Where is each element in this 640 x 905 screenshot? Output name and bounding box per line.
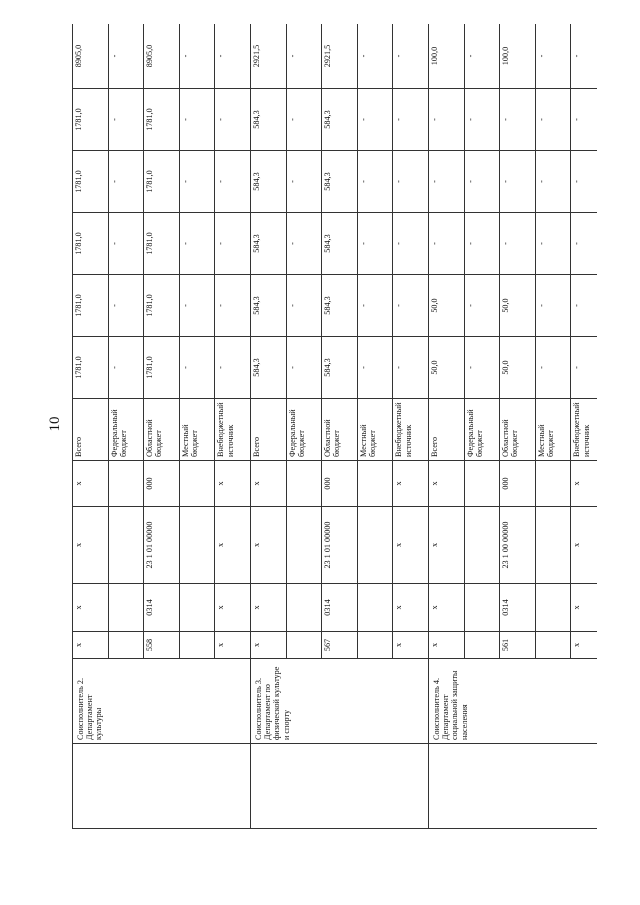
year-value-cell: - <box>393 275 429 337</box>
total-value-cell: 100,0 <box>500 24 536 89</box>
year-value-cell: - <box>357 275 393 337</box>
year-value-cell: - <box>393 89 429 151</box>
executor-cell: Соисполнитель 2. Департамент культуры <box>73 659 251 744</box>
grbs-cell: x <box>215 632 251 659</box>
grbs-cell: 558 <box>144 632 180 659</box>
table-row <box>428 24 464 829</box>
year-value-cell: - <box>500 89 536 151</box>
rzpr-cell: x <box>73 584 109 632</box>
year-value-cell: - <box>108 89 144 151</box>
year-value-cell: 584,3 <box>322 275 358 337</box>
program-name-cell <box>428 744 597 829</box>
grbs-cell: x <box>73 632 109 659</box>
table-row <box>250 24 286 829</box>
year-value-cell: - <box>500 213 536 275</box>
year-value-cell: - <box>571 275 597 337</box>
rzpr-cell <box>179 584 215 632</box>
total-value-cell: 8905,0 <box>73 24 109 89</box>
vr-cell: x <box>215 461 251 507</box>
year-value-cell: - <box>571 337 597 399</box>
csr-cell <box>464 507 500 584</box>
csr-cell: x <box>571 507 597 584</box>
rzpr-cell <box>286 584 322 632</box>
year-value-cell: 1781,0 <box>144 213 180 275</box>
year-value-cell: 50,0 <box>428 275 464 337</box>
year-value-cell: - <box>179 151 215 213</box>
funding-source-cell: Местный бюджет <box>535 399 571 461</box>
vr-cell: 000 <box>144 461 180 507</box>
total-value-cell: - <box>108 24 144 89</box>
year-value-cell: - <box>108 213 144 275</box>
year-value-cell: 584,3 <box>322 89 358 151</box>
vr-cell <box>464 461 500 507</box>
year-value-cell: 1781,0 <box>144 337 180 399</box>
funding-source-cell: Федеральный бюджет <box>286 399 322 461</box>
year-value-cell: 50,0 <box>428 337 464 399</box>
year-value-cell: - <box>535 151 571 213</box>
year-value-cell: - <box>215 151 251 213</box>
year-value-cell: 1781,0 <box>144 275 180 337</box>
rzpr-cell: x <box>393 584 429 632</box>
year-value-cell: - <box>179 275 215 337</box>
csr-cell: x <box>215 507 251 584</box>
total-value-cell: - <box>393 24 429 89</box>
vr-cell: x <box>571 461 597 507</box>
csr-cell <box>357 507 393 584</box>
funding-source-cell: Внебюджетный источник <box>571 399 597 461</box>
vr-cell: x <box>250 461 286 507</box>
funding-source-cell: Федеральный бюджет <box>464 399 500 461</box>
rzpr-cell: 0314 <box>500 584 536 632</box>
year-value-cell: 1781,0 <box>144 151 180 213</box>
year-value-cell: 584,3 <box>250 151 286 213</box>
budget-table <box>72 24 597 829</box>
total-value-cell: - <box>179 24 215 89</box>
year-value-cell: - <box>357 337 393 399</box>
vr-cell: 000 <box>322 461 358 507</box>
grbs-cell: x <box>571 632 597 659</box>
year-value-cell: - <box>179 89 215 151</box>
year-value-cell: - <box>215 89 251 151</box>
rzpr-cell <box>108 584 144 632</box>
csr-cell <box>535 507 571 584</box>
rzpr-cell: x <box>571 584 597 632</box>
year-value-cell: - <box>179 213 215 275</box>
rzpr-cell: 0314 <box>144 584 180 632</box>
year-value-cell: - <box>535 337 571 399</box>
csr-cell: x <box>428 507 464 584</box>
year-value-cell: - <box>108 275 144 337</box>
grbs-cell <box>464 632 500 659</box>
executor-cell: Соисполнитель 3. Департамент по физической культуре и спорту <box>250 659 428 744</box>
rzpr-cell: x <box>215 584 251 632</box>
year-value-cell: - <box>428 89 464 151</box>
funding-source-cell: Местный бюджет <box>357 399 393 461</box>
year-value-cell: - <box>464 89 500 151</box>
grbs-cell: x <box>393 632 429 659</box>
grbs-cell: 567 <box>322 632 358 659</box>
year-value-cell: - <box>215 337 251 399</box>
year-value-cell: - <box>357 89 393 151</box>
year-value-cell: 584,3 <box>250 337 286 399</box>
csr-cell <box>286 507 322 584</box>
year-value-cell: 584,3 <box>250 89 286 151</box>
year-value-cell: - <box>108 337 144 399</box>
total-value-cell: - <box>535 24 571 89</box>
year-value-cell: - <box>393 213 429 275</box>
total-value-cell: - <box>215 24 251 89</box>
total-value-cell: - <box>286 24 322 89</box>
vr-cell <box>108 461 144 507</box>
year-value-cell: - <box>108 151 144 213</box>
csr-cell: x <box>73 507 109 584</box>
grbs-cell <box>357 632 393 659</box>
funding-source-cell: Внебюджетный источник <box>393 399 429 461</box>
year-value-cell: - <box>286 213 322 275</box>
vr-cell <box>286 461 322 507</box>
year-value-cell: 584,3 <box>322 151 358 213</box>
year-value-cell: - <box>286 337 322 399</box>
vr-cell <box>357 461 393 507</box>
funding-source-cell: Федеральный бюджет <box>108 399 144 461</box>
grbs-cell <box>286 632 322 659</box>
year-value-cell: 1781,0 <box>73 89 109 151</box>
year-value-cell: - <box>215 213 251 275</box>
csr-cell: 23 1 01 00000 <box>322 507 358 584</box>
total-value-cell: - <box>357 24 393 89</box>
csr-cell: 23 1 01 00000 <box>144 507 180 584</box>
year-value-cell: - <box>393 337 429 399</box>
year-value-cell: - <box>428 213 464 275</box>
year-value-cell: 1781,0 <box>73 151 109 213</box>
rzpr-cell: 0314 <box>322 584 358 632</box>
grbs-cell: x <box>250 632 286 659</box>
rzpr-cell: x <box>250 584 286 632</box>
year-value-cell: 584,3 <box>250 213 286 275</box>
total-value-cell: 100,0 <box>428 24 464 89</box>
vr-cell: 000 <box>500 461 536 507</box>
year-value-cell: - <box>464 337 500 399</box>
year-value-cell: - <box>286 89 322 151</box>
rzpr-cell <box>357 584 393 632</box>
year-value-cell: - <box>215 275 251 337</box>
year-value-cell: - <box>464 213 500 275</box>
grbs-cell: x <box>428 632 464 659</box>
rzpr-cell <box>464 584 500 632</box>
vr-cell: x <box>393 461 429 507</box>
funding-source-cell: Местный бюджет <box>179 399 215 461</box>
grbs-cell <box>179 632 215 659</box>
table-row <box>73 24 109 829</box>
year-value-cell: 584,3 <box>322 337 358 399</box>
rzpr-cell: x <box>428 584 464 632</box>
year-value-cell: - <box>535 89 571 151</box>
vr-cell <box>179 461 215 507</box>
program-name-cell <box>250 744 428 829</box>
rotated-table-content <box>72 24 597 829</box>
funding-source-cell: Внебюджетный источник <box>215 399 251 461</box>
funding-source-cell: Всего <box>428 399 464 461</box>
year-value-cell: 584,3 <box>322 213 358 275</box>
total-value-cell: - <box>571 24 597 89</box>
year-value-cell: 1781,0 <box>144 89 180 151</box>
year-value-cell: - <box>500 151 536 213</box>
year-value-cell: 1781,0 <box>73 275 109 337</box>
year-value-cell: 50,0 <box>500 275 536 337</box>
page-number: 10 <box>47 416 63 432</box>
program-name-cell <box>73 744 251 829</box>
total-value-cell: - <box>464 24 500 89</box>
executor-cell: Соисполнитель 4. Департамент социальной защиты населения <box>428 659 597 744</box>
funding-source-cell: Всего <box>250 399 286 461</box>
year-value-cell: - <box>428 151 464 213</box>
year-value-cell: 1781,0 <box>73 213 109 275</box>
year-value-cell: - <box>535 275 571 337</box>
funding-source-cell: Областной бюджет <box>500 399 536 461</box>
csr-cell: x <box>393 507 429 584</box>
year-value-cell: 1781,0 <box>73 337 109 399</box>
csr-cell <box>179 507 215 584</box>
year-value-cell: - <box>464 151 500 213</box>
funding-source-cell: Областной бюджет <box>144 399 180 461</box>
year-value-cell: - <box>286 275 322 337</box>
csr-cell <box>108 507 144 584</box>
year-value-cell: - <box>535 213 571 275</box>
vr-cell: x <box>428 461 464 507</box>
csr-cell: x <box>250 507 286 584</box>
vr-cell: x <box>73 461 109 507</box>
total-value-cell: 8905,0 <box>144 24 180 89</box>
year-value-cell: - <box>464 275 500 337</box>
year-value-cell: - <box>571 213 597 275</box>
year-value-cell: - <box>571 151 597 213</box>
year-value-cell: - <box>286 151 322 213</box>
rzpr-cell <box>535 584 571 632</box>
grbs-cell <box>108 632 144 659</box>
total-value-cell: 2921,5 <box>322 24 358 89</box>
grbs-cell: 561 <box>500 632 536 659</box>
funding-source-cell: Областной бюджет <box>322 399 358 461</box>
funding-source-cell: Всего <box>73 399 109 461</box>
year-value-cell: - <box>357 151 393 213</box>
grbs-cell <box>535 632 571 659</box>
csr-cell: 23 1 00 00000 <box>500 507 536 584</box>
vr-cell <box>535 461 571 507</box>
year-value-cell: 584,3 <box>250 275 286 337</box>
year-value-cell: 50,0 <box>500 337 536 399</box>
year-value-cell: - <box>179 337 215 399</box>
rotated-table-container <box>72 24 597 829</box>
year-value-cell: - <box>393 151 429 213</box>
year-value-cell: - <box>357 213 393 275</box>
year-value-cell: - <box>571 89 597 151</box>
total-value-cell: 2921,5 <box>250 24 286 89</box>
